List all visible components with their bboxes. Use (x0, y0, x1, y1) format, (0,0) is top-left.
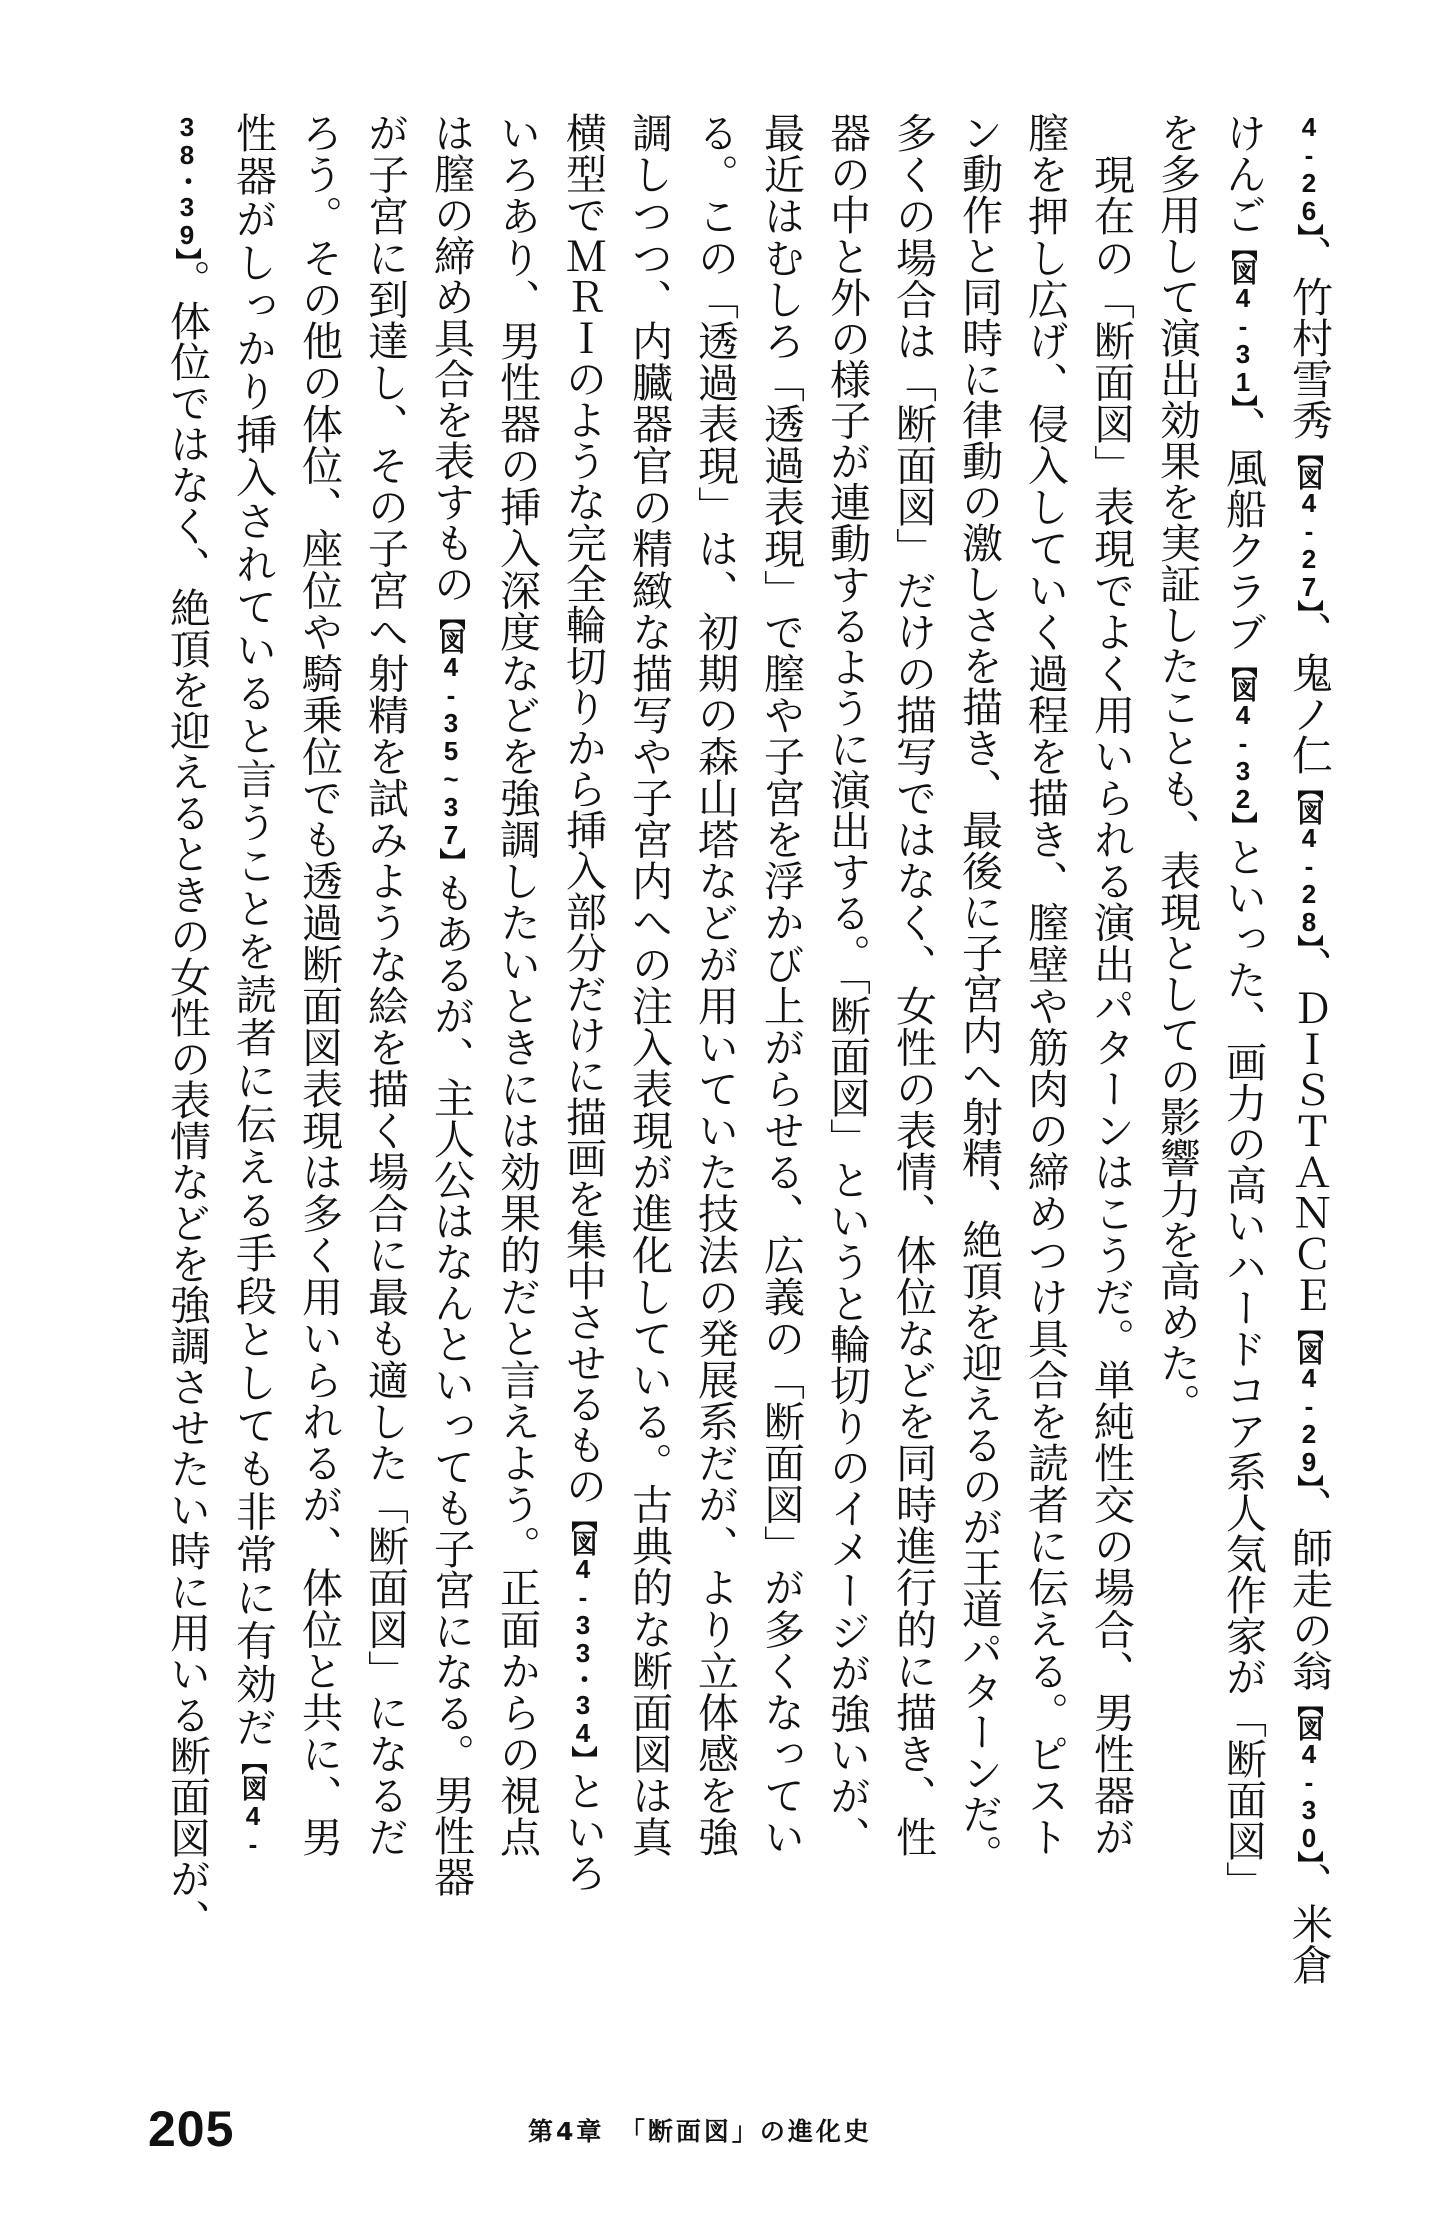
figure-reference: 【図4-30】 (1294, 1691, 1324, 1862)
text-run: 膣を押し広げ、侵入していく過程を描き、膣壁や筋肉の締めつけ具合を読者に伝える。ピスト (1021, 112, 1069, 1857)
page-number: 205 (148, 2101, 235, 2157)
figure-reference: 【図4-27】 (1294, 440, 1324, 611)
text-column (682, 112, 748, 1857)
figure-reference: 【図4-28】 (1294, 775, 1324, 946)
text-run: 最近はむしろ「透過表現」で膣や子宮を浮かび上がらせる、広義の「断面図」が多くなってい (757, 112, 805, 1857)
text-column (484, 112, 550, 1857)
figure-reference: 4-26】 (1294, 112, 1324, 235)
text-column (1078, 112, 1144, 1857)
text-run: 、竹村雪秀 (1285, 235, 1333, 440)
text-run: いろあり、男性器の挿入深度などを強調したいときには効果的だと言えよう。正面からの視点 (493, 112, 541, 1857)
text-column (352, 112, 418, 1857)
running-head: 第4章 「断面図」の進化史 (528, 2117, 872, 2146)
figure-reference: 【図4-31】 (1228, 235, 1258, 406)
text-run: る。この「透過表現」は、初期の森山塔などが用いていた技法の発展系だが、より立体感を強 (691, 112, 739, 1857)
text-run: ろう。その他の体位、座位や騎乗位でも透過断面図表現は多く用いられるが、体位と共に、男 (295, 112, 343, 1858)
figure-reference: 【図4-35~37】 (436, 604, 466, 872)
text-column (550, 112, 616, 1893)
text-run: 現在の「断面図」表現でよく用いられる演出パターンはこうだ。単純性交の場合、男性器が (1087, 112, 1135, 1857)
text-run: 、米倉 (1285, 1862, 1333, 1985)
text-run: ン動作と同時に律動の激しさを描き、最後に子宮内へ射精、絶頂を迎えるのが王道パターンだ。 (955, 112, 1003, 1875)
text-column (154, 112, 220, 1940)
text-column (418, 112, 484, 1897)
text-run: 。体位ではなく、絶頂を迎えるときの女性の表情などを強調させたい時に用いる断面図が、 (163, 259, 211, 1940)
text-run: は膣の締め具合を表すもの (427, 112, 475, 604)
text-run: といろ (559, 1770, 607, 1893)
text-run: 多くの場合は「断面図」だけの描写ではなく、女性の表情、体位などを同時進行的に描き、性 (889, 112, 937, 1858)
text-run: 性器がしっかり挿入されていると言うことを読者に伝える手段としても非常に有効だ (229, 112, 277, 1749)
text-column (1012, 112, 1078, 1857)
text-run: が子宮に到達し、その子宮へ射精を試みような絵を描く場合に最も適した「断面図」になるだ (361, 112, 409, 1858)
text-run: 、風船クラブ (1219, 406, 1267, 652)
text-column (814, 112, 880, 1857)
text-column (1144, 112, 1210, 1857)
text-run: 調しつつ、内臓器官の精緻な描写や子宮内への注入表現が進化している。古典的な断面図は真 (625, 112, 673, 1857)
text-column (946, 112, 1012, 1875)
text-column (748, 112, 814, 1857)
text-column (616, 112, 682, 1857)
text-column (1276, 112, 1342, 1985)
text-column (286, 112, 352, 1857)
body-text (154, 112, 1342, 1985)
text-run: 器の中と外の様子が連動するように演出する。「断面図」というと輪切りのイメージが強いが、 (823, 112, 871, 1857)
figure-reference: 【図4-29】 (1294, 1315, 1324, 1486)
text-run: といった、画力の高いハードコア系人気作家が「断面図」 (1219, 836, 1267, 1902)
figure-reference: 【図4- (238, 1748, 268, 1858)
text-run: 、鬼ノ仁 (1285, 611, 1333, 775)
text-run: 、ＤＩＳＴＡＮＣＥ (1285, 946, 1333, 1315)
figure-reference: 【図4-33・34】 (568, 1506, 598, 1770)
text-run: 、師走の翁 (1285, 1486, 1333, 1691)
text-run: を多用して演出効果を実証したことも、表現としての影響力を高めた。 (1153, 112, 1201, 1424)
text-column (880, 112, 946, 1857)
text-column (220, 112, 286, 1857)
text-run: 横型でＭＲＩのような完全輪切りから挿入部分だけに描画を集中させるもの (559, 112, 607, 1506)
figure-reference: 【図4-32】 (1228, 652, 1258, 836)
text-column (1210, 112, 1276, 1902)
text-run: けんご (1219, 112, 1267, 235)
figure-reference: 38・39】 (172, 112, 202, 259)
text-run: もあるが、主人公はなんといっても子宮になる。男性器 (427, 872, 475, 1897)
